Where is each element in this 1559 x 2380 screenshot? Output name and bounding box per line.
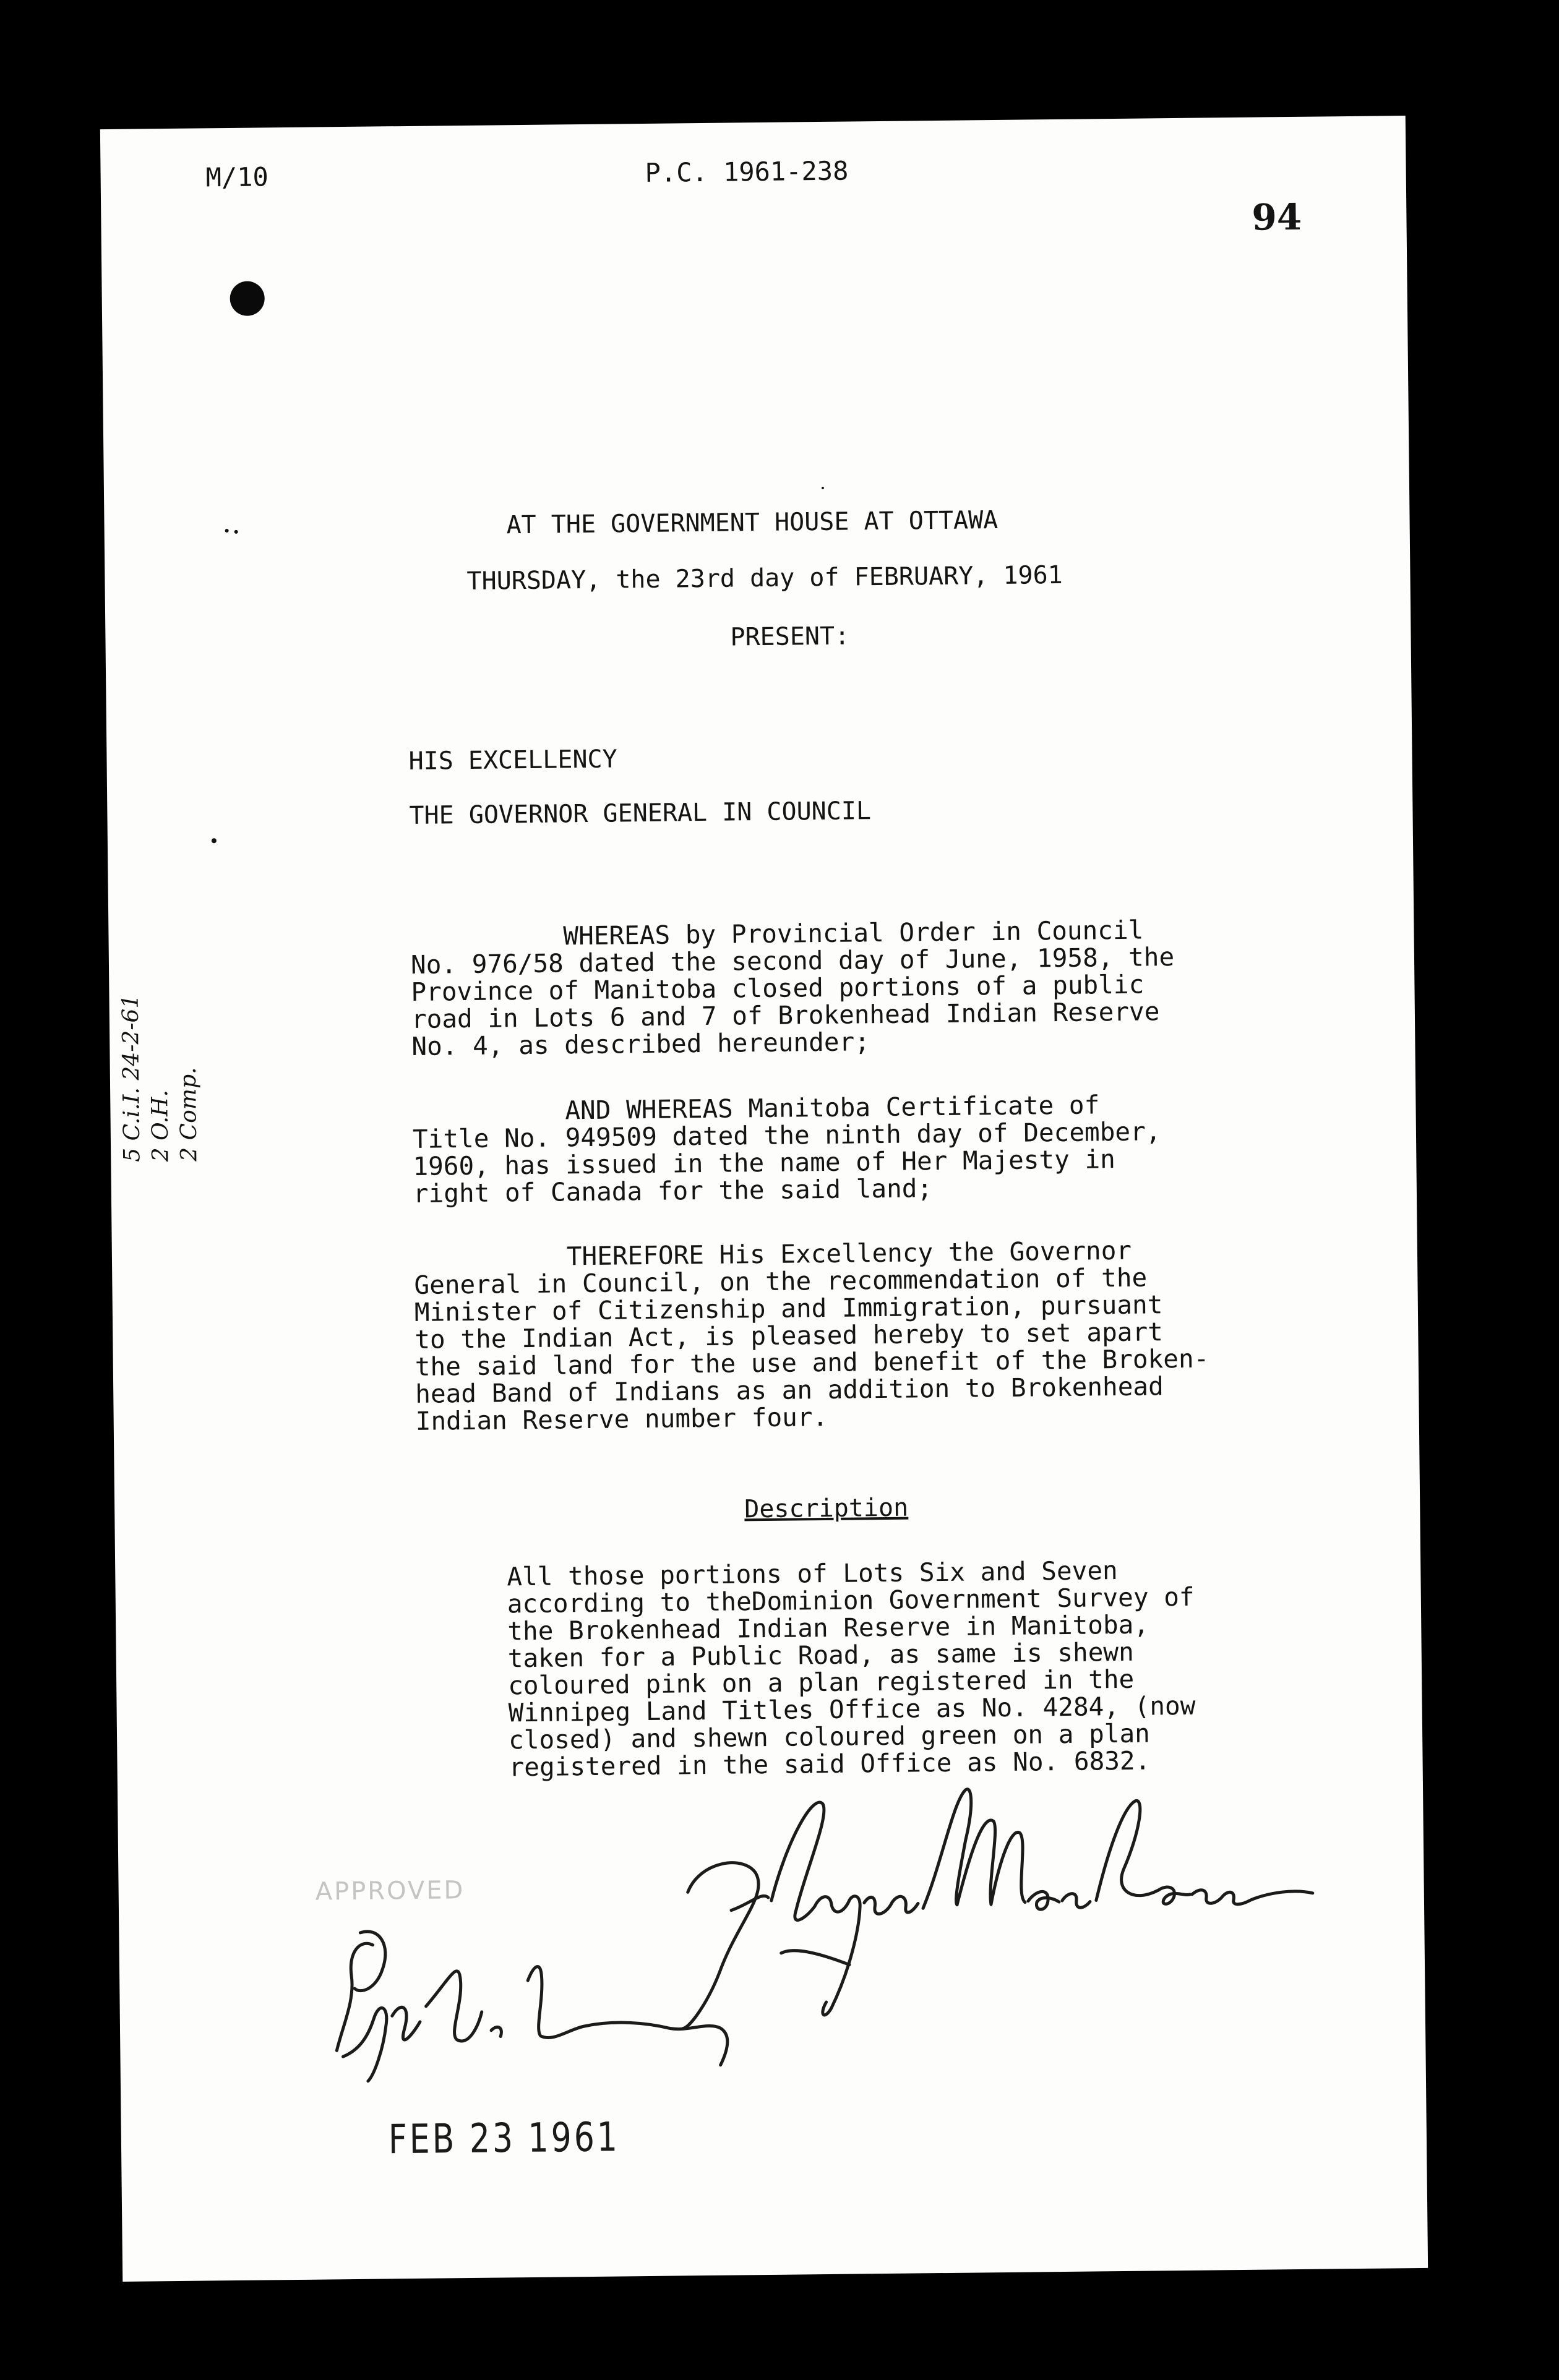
paragraph-line: Title No. 949509 dated the ninth day of December, [412,1116,1161,1154]
approved-stamp: APPROVED [315,1876,465,1906]
speck [225,529,229,533]
present-line: PRESENT: [730,622,850,652]
description-line: closed) and shewn coloured green on a plan [508,1718,1151,1755]
description-body [507,1556,1196,1781]
paragraph-line: General in Council, on the recommendation of the [414,1262,1148,1300]
paragraph-line: Indian Reserve number four. [415,1402,828,1436]
paragraph-line: 1960, has issued in the name of Her Majesty in [413,1144,1116,1181]
paragraph-line: right of Canada for the said land; [413,1173,933,1209]
description-line: All those portions of Lots Six and Seven [507,1556,1118,1592]
description-line: Winnipeg Land Titles Office as No. 4284, (now [508,1690,1196,1728]
paragraph-line: No. 976/58 dated the second day of June, 1958, the [410,942,1175,980]
paragraph-line: WHEREAS by Provincial Order in Council [410,915,1144,952]
speck [212,838,217,843]
paragraph-line: Province of Manitoba closed portions of a public [411,969,1145,1007]
file-code: M/10 [205,161,269,193]
page-number: 94 [1252,195,1302,239]
whereas-paragraph [410,916,1175,1060]
paragraph-line: THEREFORE His Excellency the Governor [413,1235,1132,1273]
speck [234,530,238,534]
and-whereas-paragraph [412,1090,1161,1207]
margin-annotation: 5 C.i.I. 24-2-61 2 O.H. 2 Comp. [118,994,202,1162]
description-heading: Description [744,1493,909,1524]
place-line: AT THE GOVERNMENT HOUSE AT OTTAWA [506,505,999,540]
description-line: according to theDominion Government Survey of [507,1582,1195,1619]
approval-date-stamp: FEB 23 1961 [388,2114,621,2164]
paragraph-line: No. 4, as described hereunder; [411,1027,870,1061]
excellency-line: HIS EXCELLENCY [408,745,617,776]
council-line: THE GOVERNOR GENERAL IN COUNCIL [409,797,872,830]
therefore-paragraph [414,1236,1210,1434]
paragraph-line: AND WHEREAS Manitoba Certificate of [412,1090,1100,1127]
paragraph-line: head Band of Indians as an addition to Brokenhead [415,1371,1164,1409]
speck [822,487,824,489]
description-line: coloured pink on a plan registered in the [507,1664,1135,1701]
description-line: registered in the said Office as No. 6832. [509,1745,1151,1783]
punch-hole [230,281,265,316]
paragraph-line: Minister of Citizenship and Immigration, pursuant [414,1290,1163,1327]
description-line: taken for a Public Road, as same is shewn [507,1637,1135,1674]
document-page [100,116,1428,2282]
order-number: P.C. 1961-238 [645,155,849,188]
paragraph-line: to the Indian Act, is pleased hereby to set apart [414,1317,1164,1355]
date-line: THURSDAY, the 23rd day of FEBRUARY, 1961 [466,560,1063,596]
description-line: the Brokenhead Indian Reserve in Manitoba, [507,1609,1149,1646]
paragraph-line: the said land for the use and benefit of the Broken- [414,1343,1209,1382]
paragraph-line: road in Lots 6 and 7 of Brokenhead Indian Reserve [411,996,1160,1034]
approval-signature [323,1903,807,2094]
